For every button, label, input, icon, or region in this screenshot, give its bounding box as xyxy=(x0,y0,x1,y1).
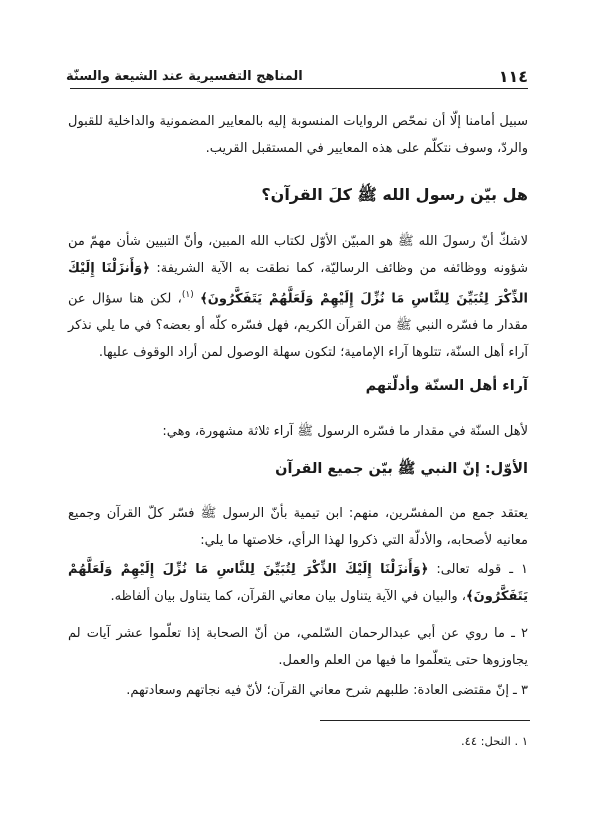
evidence-1-quote: ﴿وَأَنزَلْنَا إِلَيْكَ الذِّكْرَ لِتُبَيِّنَ لِلنَّاسِ مَا نُزِّلَ إِلَيْهِمْ وَلَعَلَّهُمْ يَتَفَكَّرُونَ﴾ xyxy=(68,562,528,604)
evidence-item-1 xyxy=(68,556,528,610)
paragraph-2 xyxy=(68,228,528,366)
sunni-intro: لأهل السنّة في مقدار ما فسّره الرسول ﷺ آراء ثلاثة مشهورة، وهي: xyxy=(162,424,528,439)
subheading-sunni-views: آراء أهل السنّة وأدلّتهم xyxy=(365,378,528,394)
paragraph-2-before-quote: لاشكّ أنّ رسولَ الله ﷺ هو المبيّن الأوّل لكتاب الله المبين، وأنّ التبيين شأن مهمّ من شؤونه ووظائفه من وظائف الرساليّة، كما نطقت به الآية الشريفة: xyxy=(68,234,529,276)
footnote-rule xyxy=(320,720,530,721)
footnote: ١ . النحل: ٤٤. xyxy=(460,734,528,748)
evidence-1-lead: ١ ـ قوله تعالى: xyxy=(428,562,529,577)
first-view-paragraph: يعتقد جمع من المفسّرين، منهم: ابن تيمية بأنّ الرسول ﷺ فسّر كلّ القرآن وجميع معانيه لأصحابه، والأدلّة التي ذكروا لهذا الرأي، خلاصتها ما يلي: xyxy=(68,506,528,548)
evidence-item-2: ٢ ـ ما روي عن أبي عبدالرحمان السّلمي، من أنّ الصحابة إذا تعلّموا عشر آيات لم يجاوزوها حتى يتعلّموا ما فيها من العلم والعمل. xyxy=(68,626,528,668)
running-title: المناهج التفسيرية عند الشيعة والسنّة xyxy=(66,68,303,84)
intro-paragraph: سبيل أمامنا إلّا أن نمحّص الروايات المنسوبة إليه بالمعايير المضمونية والداخلية للقبول والردّ، وسوف نتكلّم على هذه المعايير في المستقبل القريب. xyxy=(68,114,528,156)
evidence-item-3: ٣ ـ إنّ مقتضى العادة: طلبهم شرح معاني القرآن؛ لأنّ فيه نجاتهم وسعادتهم. xyxy=(126,683,528,698)
header-rule xyxy=(70,88,528,89)
subheading-first-view: الأوّل: إنّ النبي ﷺ بيّن جميع القرآن xyxy=(275,461,528,477)
quran-quote: ﴿وَأَنزَلْنَا إِلَيْكَ الذِّكْرَ لِتُبَيِّنَ لِلنَّاسِ مَا نُزِّلَ إِلَيْهِمْ وَلَعَلَّهُمْ يَتَفَكَّرُونَ﴾ xyxy=(68,261,528,307)
paragraph-2-after-quote: ، لكن هنا سؤال عن مقدار ما فسّره النبي ﷺ من القرآن الكريم، فهل فسّره كلّه أو بعضه؟ في ما يلي نذكر آراء أهل السنّة، تتلوها آراء الإمامية؛ لتكون سهلة الوصول لمن أراد الوقوف عليها. xyxy=(68,291,528,361)
page-number: ١١٤ xyxy=(498,66,528,86)
evidence-1-tail: ، والبيان في الآية يتناول بيان معاني القرآن، كما يتناول بيان ألفاظه. xyxy=(110,589,466,604)
section-heading: هل بيّن رسول الله ﷺ كلَ القرآن؟ xyxy=(261,185,528,204)
footnote-marker: (١) xyxy=(181,290,194,300)
running-head xyxy=(66,64,528,88)
